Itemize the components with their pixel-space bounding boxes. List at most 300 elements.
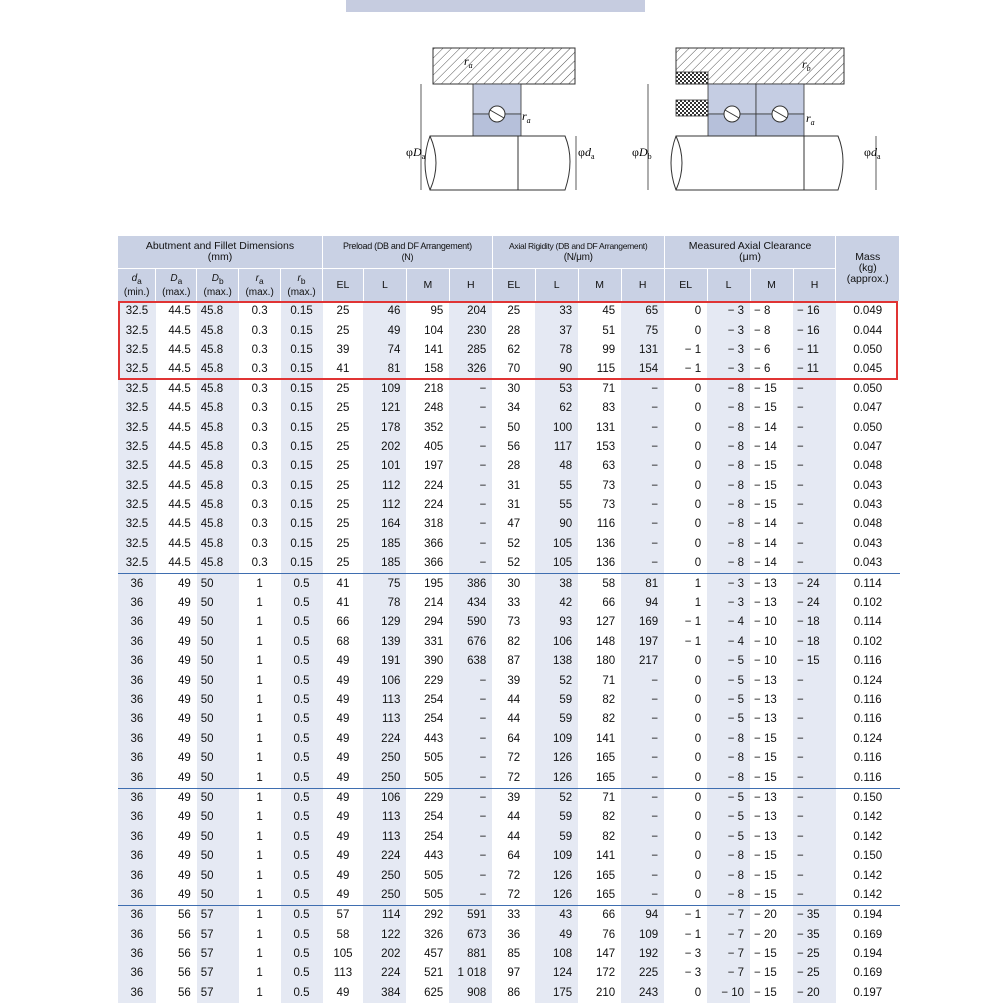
table-cell: 0.15 xyxy=(281,477,323,496)
table-cell: 36 xyxy=(118,730,156,749)
table-cell: 331 xyxy=(406,633,449,652)
table-cell: 49 xyxy=(156,730,197,749)
table-cell: 285 xyxy=(449,341,492,360)
table-cell: 0.3 xyxy=(239,477,281,496)
table-cell: 72 xyxy=(492,866,535,885)
bearing-arrangement-diagram xyxy=(400,40,890,200)
table-cell: 405 xyxy=(406,438,449,457)
table-cell: 25 xyxy=(323,418,364,437)
table-cell: 49 xyxy=(156,847,197,866)
table-row xyxy=(118,302,900,322)
table-cell: 0.5 xyxy=(281,808,323,827)
table-row xyxy=(118,866,900,885)
table-cell: − 13 xyxy=(750,574,793,594)
table-cell: 0.048 xyxy=(836,515,900,534)
col-clearance-h: H xyxy=(793,269,836,302)
table-cell: 73 xyxy=(492,613,535,632)
table-cell: 1 xyxy=(239,749,281,768)
table-cell: 0.3 xyxy=(239,418,281,437)
table-cell: 85 xyxy=(492,945,535,964)
label-sub: a xyxy=(469,61,473,70)
table-cell: 115 xyxy=(578,360,621,379)
table-cell: 45.8 xyxy=(197,341,239,360)
table-cell: − xyxy=(793,886,836,906)
table-cell: 33 xyxy=(492,594,535,613)
table-cell: 49 xyxy=(156,788,197,808)
table-cell: − xyxy=(621,554,664,574)
table-cell: − 13 xyxy=(750,788,793,808)
table-cell: 50 xyxy=(197,866,239,885)
table-cell: 0.5 xyxy=(281,710,323,729)
table-cell: 49 xyxy=(323,768,364,788)
table-cell: − 8 xyxy=(707,496,750,515)
table-cell: 36 xyxy=(118,964,156,983)
table-cell: − xyxy=(621,808,664,827)
table-cell: 443 xyxy=(406,730,449,749)
table-cell: 0.048 xyxy=(836,457,900,476)
table-cell: − xyxy=(449,671,492,690)
table-cell: − xyxy=(793,457,836,476)
table-cell: − xyxy=(621,671,664,690)
table-cell: 45.8 xyxy=(197,457,239,476)
table-row xyxy=(118,515,900,534)
table-cell: 0.15 xyxy=(281,438,323,457)
col-preload-h: H xyxy=(449,269,492,302)
table-cell: − xyxy=(793,380,836,399)
table-cell: − 25 xyxy=(793,964,836,983)
table-cell: 109 xyxy=(621,926,664,945)
table-cell: − 14 xyxy=(750,438,793,457)
col-ra: $r_a$ (max.) xyxy=(239,269,281,302)
table-cell: 49 xyxy=(323,749,364,768)
table-cell: 254 xyxy=(406,691,449,710)
label-sub: a xyxy=(527,116,531,125)
table-cell: 36 xyxy=(118,866,156,885)
header-mass: Mass (kg) (approx.) xyxy=(836,236,900,302)
table-cell: − xyxy=(793,847,836,866)
table-cell: 294 xyxy=(406,613,449,632)
table-cell: 58 xyxy=(323,926,364,945)
table-cell: 126 xyxy=(535,768,578,788)
table-cell: 49 xyxy=(323,710,364,729)
table-cell: 1 xyxy=(239,886,281,906)
table-cell: 55 xyxy=(535,496,578,515)
table-cell: − xyxy=(793,554,836,574)
table-cell: 57 xyxy=(197,906,239,926)
table-cell: 73 xyxy=(578,496,621,515)
table-cell: − 7 xyxy=(707,964,750,983)
table-cell: 0.15 xyxy=(281,457,323,476)
col-Db: $D_b$ (max.) xyxy=(197,269,239,302)
table-cell: 32.5 xyxy=(118,399,156,418)
table-cell: 50 xyxy=(197,710,239,729)
table-cell: 44 xyxy=(492,691,535,710)
table-cell: − 14 xyxy=(750,554,793,574)
table-cell: 126 xyxy=(535,749,578,768)
table-cell: − xyxy=(793,515,836,534)
table-cell: 49 xyxy=(156,768,197,788)
table-cell: 83 xyxy=(578,399,621,418)
table-cell: 254 xyxy=(406,808,449,827)
label-sub: b xyxy=(807,64,811,73)
table-cell: 49 xyxy=(363,321,406,340)
col-rb: $r_b$ (max.) xyxy=(281,269,323,302)
table-cell: 0 xyxy=(664,886,707,906)
table-cell: − xyxy=(449,380,492,399)
table-cell: 457 xyxy=(406,945,449,964)
label-phi: φ xyxy=(578,145,585,159)
table-cell: 47 xyxy=(492,515,535,534)
table-cell: 56 xyxy=(156,926,197,945)
table-cell: 32.5 xyxy=(118,535,156,554)
table-cell: 39 xyxy=(323,341,364,360)
table-cell: − xyxy=(621,749,664,768)
table-cell: 250 xyxy=(363,866,406,885)
table-cell: − 11 xyxy=(793,341,836,360)
table-cell: 25 xyxy=(323,535,364,554)
table-cell: 131 xyxy=(578,418,621,437)
table-cell: 138 xyxy=(535,652,578,671)
table-cell: 0.169 xyxy=(836,964,900,983)
table-cell: 505 xyxy=(406,768,449,788)
table-cell: 164 xyxy=(363,515,406,534)
table-cell: 0.044 xyxy=(836,321,900,340)
table-cell: 0.3 xyxy=(239,399,281,418)
table-cell: 48 xyxy=(535,457,578,476)
table-cell: 65 xyxy=(621,302,664,322)
table-row xyxy=(118,828,900,847)
table-cell: 505 xyxy=(406,749,449,768)
table-cell: 1 xyxy=(239,652,281,671)
table-cell: − xyxy=(793,866,836,885)
table-cell: 57 xyxy=(197,964,239,983)
table-cell: 36 xyxy=(118,613,156,632)
table-cell: 50 xyxy=(197,574,239,594)
table-cell: − 3 xyxy=(707,594,750,613)
table-cell: 32.5 xyxy=(118,515,156,534)
label-sub: a xyxy=(811,118,815,127)
table-cell: 191 xyxy=(363,652,406,671)
table-cell: 0.047 xyxy=(836,399,900,418)
table-row xyxy=(118,438,900,457)
table-cell: − 1 xyxy=(664,360,707,379)
label-D: D xyxy=(412,145,422,159)
table-cell: 0 xyxy=(664,808,707,827)
table-cell: 625 xyxy=(406,984,449,1003)
table-cell: − 20 xyxy=(750,926,793,945)
label-r: r xyxy=(522,109,527,123)
table-cell: − 3 xyxy=(707,341,750,360)
table-cell: − xyxy=(793,808,836,827)
table-cell: 126 xyxy=(535,886,578,906)
table-cell: − xyxy=(449,438,492,457)
table-cell: − 13 xyxy=(750,710,793,729)
table-cell: 673 xyxy=(449,926,492,945)
table-cell: 0.043 xyxy=(836,535,900,554)
table-cell: 82 xyxy=(578,710,621,729)
table-cell: − 18 xyxy=(793,633,836,652)
table-cell: 117 xyxy=(535,438,578,457)
table-cell: 49 xyxy=(156,808,197,827)
table-cell: 0.5 xyxy=(281,906,323,926)
table-cell: 49 xyxy=(156,652,197,671)
table-cell: 36 xyxy=(118,847,156,866)
table-cell: 56 xyxy=(156,984,197,1003)
table-cell: − 24 xyxy=(793,594,836,613)
table-cell: − 20 xyxy=(793,984,836,1003)
table-cell: 36 xyxy=(118,808,156,827)
table-row xyxy=(118,906,900,926)
table-cell: 0 xyxy=(664,418,707,437)
table-cell: 129 xyxy=(363,613,406,632)
table-cell: 49 xyxy=(156,691,197,710)
table-cell: − 8 xyxy=(707,768,750,788)
table-cell: 210 xyxy=(578,984,621,1003)
table-cell: − 20 xyxy=(750,906,793,926)
table-cell: − 8 xyxy=(707,515,750,534)
table-cell: 254 xyxy=(406,710,449,729)
table-cell: 45.8 xyxy=(197,302,239,322)
table-cell: − 14 xyxy=(750,418,793,437)
table-cell: 172 xyxy=(578,964,621,983)
spacer-seal xyxy=(676,72,708,84)
table-cell: 0.116 xyxy=(836,749,900,768)
table-cell: 49 xyxy=(323,691,364,710)
table-cell: 390 xyxy=(406,652,449,671)
table-cell: 0.15 xyxy=(281,515,323,534)
table-cell: 30 xyxy=(492,380,535,399)
table-cell: 225 xyxy=(621,964,664,983)
table-cell: 0.047 xyxy=(836,438,900,457)
table-cell: − 8 xyxy=(707,886,750,906)
table-cell: 32.5 xyxy=(118,341,156,360)
table-cell: 153 xyxy=(578,438,621,457)
table-cell: 434 xyxy=(449,594,492,613)
table-cell: − xyxy=(621,515,664,534)
col-clearance-m: M xyxy=(750,269,793,302)
table-row xyxy=(118,399,900,418)
table-cell: 0.15 xyxy=(281,321,323,340)
table-cell: 36 xyxy=(118,945,156,964)
table-cell: 0.150 xyxy=(836,788,900,808)
table-cell: 0 xyxy=(664,710,707,729)
table-cell: 36 xyxy=(118,828,156,847)
table-cell: 591 xyxy=(449,906,492,926)
table-cell: 1 xyxy=(239,945,281,964)
table-cell: 25 xyxy=(323,380,364,399)
table-cell: 139 xyxy=(363,633,406,652)
table-cell: 36 xyxy=(118,984,156,1003)
table-cell: 0.050 xyxy=(836,380,900,399)
table-cell: − xyxy=(621,847,664,866)
table-cell: − xyxy=(449,554,492,574)
table-cell: 0.142 xyxy=(836,886,900,906)
table-cell: − xyxy=(793,828,836,847)
table-cell: − 3 xyxy=(707,360,750,379)
table-cell: 49 xyxy=(156,710,197,729)
table-cell: 175 xyxy=(535,984,578,1003)
table-cell: 366 xyxy=(406,554,449,574)
table-cell: − xyxy=(449,768,492,788)
duplex-bearing-diagram xyxy=(632,48,881,190)
table-cell: 36 xyxy=(118,749,156,768)
table-row xyxy=(118,671,900,690)
table-cell: 0.050 xyxy=(836,341,900,360)
table-cell: 0 xyxy=(664,671,707,690)
table-cell: 114 xyxy=(363,906,406,926)
top-banner-bar xyxy=(346,0,645,12)
table-row xyxy=(118,496,900,515)
table-cell: 0.142 xyxy=(836,866,900,885)
table-cell: 51 xyxy=(578,321,621,340)
table-cell: 87 xyxy=(492,652,535,671)
table-cell: 36 xyxy=(118,886,156,906)
table-cell: 45.8 xyxy=(197,438,239,457)
table-cell: − 13 xyxy=(750,671,793,690)
table-cell: 45.8 xyxy=(197,535,239,554)
table-cell: 165 xyxy=(578,749,621,768)
table-cell: − 15 xyxy=(750,730,793,749)
table-cell: 0 xyxy=(664,847,707,866)
table-cell: 45.8 xyxy=(197,360,239,379)
table-cell: 0.043 xyxy=(836,554,900,574)
table-cell: 49 xyxy=(156,633,197,652)
table-cell: − xyxy=(793,691,836,710)
table-cell: 0 xyxy=(664,302,707,322)
table-cell: 28 xyxy=(492,457,535,476)
table-cell: − xyxy=(793,749,836,768)
table-cell: − xyxy=(621,496,664,515)
table-cell: 44.5 xyxy=(156,457,197,476)
table-cell: 0.194 xyxy=(836,945,900,964)
table-cell: 68 xyxy=(323,633,364,652)
table-cell: − xyxy=(449,749,492,768)
table-cell: − 8 xyxy=(707,730,750,749)
table-cell: 81 xyxy=(621,574,664,594)
table-cell: 505 xyxy=(406,866,449,885)
table-cell: 82 xyxy=(578,808,621,827)
table-cell: 0.043 xyxy=(836,477,900,496)
table-cell: 113 xyxy=(363,691,406,710)
table-cell: 72 xyxy=(492,768,535,788)
table-cell: 112 xyxy=(363,496,406,515)
table-cell: − 16 xyxy=(793,321,836,340)
table-cell: 0 xyxy=(664,399,707,418)
table-cell: 202 xyxy=(363,945,406,964)
table-cell: − 15 xyxy=(750,749,793,768)
table-cell: 97 xyxy=(492,964,535,983)
table-cell: 1 xyxy=(664,574,707,594)
table-cell: − xyxy=(449,535,492,554)
table-cell: − xyxy=(449,886,492,906)
col-rigidity-el: EL xyxy=(492,269,535,302)
table-cell: 36 xyxy=(492,926,535,945)
table-cell: 318 xyxy=(406,515,449,534)
table-cell: − 1 xyxy=(664,633,707,652)
table-cell: 50 xyxy=(197,828,239,847)
table-cell: 49 xyxy=(156,866,197,885)
table-cell: 165 xyxy=(578,768,621,788)
table-cell: 76 xyxy=(578,926,621,945)
table-cell: − xyxy=(449,457,492,476)
table-cell: 366 xyxy=(406,535,449,554)
table-cell: 66 xyxy=(578,906,621,926)
table-cell: 0.197 xyxy=(836,984,900,1003)
table-cell: 113 xyxy=(363,828,406,847)
bearing-spec-table xyxy=(118,236,900,1003)
table-cell: 214 xyxy=(406,594,449,613)
table-cell: − 10 xyxy=(750,613,793,632)
table-cell: 36 xyxy=(118,710,156,729)
table-cell: 73 xyxy=(578,477,621,496)
table-cell: 43 xyxy=(535,906,578,926)
table-cell: 0.15 xyxy=(281,360,323,379)
table-cell: 34 xyxy=(492,399,535,418)
table-cell: − xyxy=(449,730,492,749)
table-cell: 44.5 xyxy=(156,302,197,322)
table-cell: 50 xyxy=(492,418,535,437)
table-cell: 25 xyxy=(323,496,364,515)
table-cell: − 8 xyxy=(707,554,750,574)
table-cell: − 13 xyxy=(750,828,793,847)
table-cell: 39 xyxy=(492,671,535,690)
table-cell: 58 xyxy=(578,574,621,594)
table-cell: − 16 xyxy=(793,302,836,322)
table-cell: 0.5 xyxy=(281,671,323,690)
table-cell: 326 xyxy=(406,926,449,945)
table-row xyxy=(118,749,900,768)
table-cell: 1 xyxy=(239,828,281,847)
table-cell: − xyxy=(793,788,836,808)
table-cell: 49 xyxy=(156,574,197,594)
single-bearing-diagram xyxy=(406,48,595,190)
table-cell: − 4 xyxy=(707,613,750,632)
table-cell: − 1 xyxy=(664,613,707,632)
table-cell: 1 xyxy=(664,594,707,613)
table-cell: 50 xyxy=(197,652,239,671)
table-cell: 70 xyxy=(492,360,535,379)
table-cell: 116 xyxy=(578,515,621,534)
table-cell: − xyxy=(621,730,664,749)
table-cell: 52 xyxy=(535,671,578,690)
table-cell: 105 xyxy=(535,535,578,554)
table-cell: − 8 xyxy=(707,380,750,399)
table-cell: 0.124 xyxy=(836,671,900,690)
table-cell: 197 xyxy=(621,633,664,652)
table-cell: 44.5 xyxy=(156,341,197,360)
table-cell: 32.5 xyxy=(118,496,156,515)
table-cell: 1 xyxy=(239,691,281,710)
table-cell: 56 xyxy=(156,964,197,983)
table-cell: 81 xyxy=(363,360,406,379)
table-cell: 0.142 xyxy=(836,808,900,827)
table-row xyxy=(118,808,900,827)
table-cell: 1 xyxy=(239,866,281,885)
table-cell: 0 xyxy=(664,866,707,885)
table-cell: 50 xyxy=(197,808,239,827)
table-cell: 90 xyxy=(535,515,578,534)
table-cell: 217 xyxy=(621,652,664,671)
table-cell: − 24 xyxy=(793,574,836,594)
table-cell: 109 xyxy=(535,730,578,749)
table-cell: 0.116 xyxy=(836,768,900,788)
table-cell: − xyxy=(793,671,836,690)
label-sub: a xyxy=(877,152,881,161)
table-cell: − 35 xyxy=(793,906,836,926)
table-cell: 1 xyxy=(239,574,281,594)
table-cell: 25 xyxy=(323,457,364,476)
table-cell: 44 xyxy=(492,808,535,827)
